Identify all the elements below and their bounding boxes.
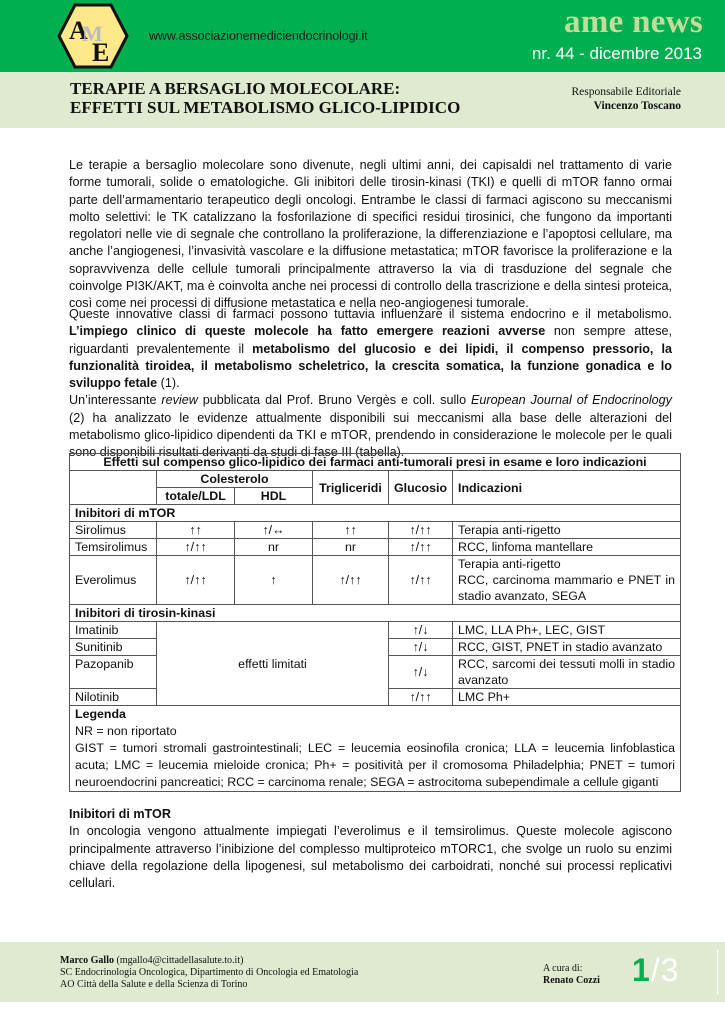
cell-effects-limited: effetti limitati <box>157 622 389 706</box>
logo-letter-m: M <box>82 21 103 46</box>
header-trigliceridi: Trigliceridi <box>313 471 389 505</box>
p3-italic-b: European Journal of Endocrinology <box>471 393 672 408</box>
cell-indicazioni: RCC, sarcomi dei tessuti molli in stadio avanzato <box>453 656 681 689</box>
section-mtor <box>69 806 672 892</box>
header-empty <box>70 471 157 505</box>
legend-row <box>70 706 681 792</box>
author-email[interactable]: (mgallo4@cittadellasalute.to.it) <box>116 955 244 966</box>
intro-paragraph-3 <box>69 392 672 461</box>
header-totale-ldl: totale/LDL <box>157 488 235 505</box>
cell-trigliceridi: nr <box>313 539 389 556</box>
table-legend <box>70 706 681 792</box>
cell-indicazioni: RCC, GIST, PNET in stadio avanzato <box>453 639 681 656</box>
drug-name: Everolimus <box>70 556 157 605</box>
cell-indicazioni: Terapia anti-rigetto <box>453 522 681 539</box>
cell-glucosio: ↑/↓ <box>389 656 453 689</box>
p2-bold-a: L’impiego clinico di queste molecole ha fatto emergere reazioni avverse <box>69 324 546 339</box>
group-label-tki: Inibitori di tirosin-kinasi <box>70 605 681 622</box>
site-url-link[interactable]: www.associazionemediciendocrinologi.it <box>149 29 368 43</box>
article-title-line1: TERAPIE A BERSAGLIO MOLECOLARE: <box>70 79 401 98</box>
indication-line: Terapia anti-rigetto <box>458 557 561 571</box>
section-heading: Inibitori di mTOR <box>69 807 171 821</box>
drug-name: Nilotinib <box>70 689 157 706</box>
author-department: SC Endocrinologia Oncologica, Dipartimento di Oncologia ed Ematologia <box>60 967 359 978</box>
curator-label: A cura di: <box>543 963 583 974</box>
footer-author <box>60 955 358 991</box>
table-caption-row <box>70 454 681 471</box>
header-hdl: HDL <box>235 488 313 505</box>
header-indicazioni: Indicazioni <box>453 471 681 505</box>
p2-text-c: (1). <box>157 376 180 391</box>
drug-name: Imatinib <box>70 622 157 639</box>
legend-title: Legenda <box>75 707 126 721</box>
p2-text-a: Queste innovative classi di farmaci possono tuttavia influenzare il sistema endocrino e il metabolismo. <box>69 307 672 321</box>
intro-text <box>69 157 672 313</box>
drug-name: Sirolimus <box>70 522 157 539</box>
cell-hdl: ↑ <box>235 556 313 605</box>
p3-text-c: (2) ha analizzato le evidenze attualmente disponibili sui meccanismi alla base delle alterazioni del metabolismo glico-lipidico dipendenti da TKI e mTOR, prendendo in considerazione le molecole per le quali sono disponibili risultati derivanti da studi di fase III (tabella). <box>69 410 672 460</box>
p3-italic-a: review <box>161 393 198 408</box>
editor-credit <box>571 85 681 113</box>
footer-curator <box>543 963 600 987</box>
p2-bold-b: metabolismo del glucosio e dei lipidi, il compenso pressorio, la funzionalità tiroidea, il metabolismo scheletrico, la crescita somatica, la funzione gonadica e lo sviluppo fetale <box>69 341 673 391</box>
cell-trigliceridi: ↑↑ <box>313 522 389 539</box>
editor-label: Responsabile Editoriale <box>571 86 681 98</box>
drug-name: Sunitinib <box>70 639 157 656</box>
article-title-line2: EFFETTI SUL METABOLISMO GLICO-LIPIDICO <box>70 98 461 117</box>
p3-text-a: Un’interessante <box>69 393 162 408</box>
legend-nr: NR = non riportato <box>75 724 177 738</box>
cell-ldl: ↑↑ <box>157 522 235 539</box>
effects-table <box>69 453 681 792</box>
table-caption: Effetti sul compenso glico-lipidico dei farmaci anti-tumorali presi in esame e loro indicazioni <box>70 454 681 471</box>
cell-indicazioni: RCC, linfoma mantellare <box>453 539 681 556</box>
cell-hdl: ↑/↔ <box>235 522 313 539</box>
cell-trigliceridi: ↑/↑↑ <box>313 556 389 605</box>
curator-name: Renato Cozzi <box>543 975 600 986</box>
cell-glucosio: ↑/↓ <box>389 639 453 656</box>
footer-divider <box>717 950 718 994</box>
group-row-tki <box>70 605 681 622</box>
cell-hdl: nr <box>235 539 313 556</box>
group-row-mtor <box>70 505 681 522</box>
table-row <box>70 622 681 639</box>
cell-glucosio: ↑/↓ <box>389 622 453 639</box>
author-organization: AO Città della Salute e della Scienza di Torino <box>60 979 248 990</box>
legend-abbreviations: GIST = tumori stromali gastrointestinali; LEC = leucemia eosinofila cronica; LLA = leucemia linfoblastica acuta; LMC = leucemia mieloide cronica; Ph+ = positività per il cromosoma Philadelphia; PNET = tumori neuroendocrini pancreatici; RCC = carcinoma renale; SEGA = astrocitoma subependimale a cellule giganti <box>75 741 675 789</box>
editor-name: Vincenzo Toscano <box>593 100 681 112</box>
article-title <box>70 79 460 117</box>
brand-title: ame news <box>564 4 703 40</box>
indication-line: RCC, carcinoma mammario e PNET in stadio avanzato, SEGA <box>458 573 675 603</box>
header-glucosio: Glucosio <box>389 471 453 505</box>
p3-text-b: pubblicata dal Prof. Bruno Vergès e coll. sullo <box>197 393 471 408</box>
cell-glucosio: ↑/↑↑ <box>389 556 453 605</box>
intro-paragraph-2 <box>69 306 672 392</box>
intro-paragraph-1: Le terapie a bersaglio molecolare sono divenute, negli ultimi anni, dei capisaldi nel trattamento di varie forme tumorali, solide o ematologiche. Gli inibitori delle tirosin-kinasi (TKI) e quelli di mTOR fanno ormai parte dell’armamentario terapeutico degli oncologi. Entrambe le classi di farmaci agiscono su meccanismi molto selettivi: le TK catalizzano la fosforilazione di specifici residui tirosinici, che fungono da importanti regolatori nelle vie di segnale che controllano la proliferazione, la differenziazione e l’apoptosi cellulare, ma anche l’angiogenesi, l’invasività vascolare e la diffusione metastatica; mTOR favorisce la proliferazione e la sopravvivenza delle cellule tumorali principalmente attraverso la via di trasduzione del segnale che coinvolge PI3K/AKT, ma è coinvolta anche nei processi di controllo della trascrizione e della sintesi proteica, così come nei processi di diffusione metastatica e nella neo-angiogenesi tumorale. <box>69 158 672 311</box>
table-row <box>70 539 681 556</box>
author-name: Marco Gallo <box>60 955 114 966</box>
cell-glucosio: ↑/↑↑ <box>389 539 453 556</box>
table-row <box>70 522 681 539</box>
ame-logo <box>57 3 129 69</box>
intro-text-2 <box>69 306 672 462</box>
drug-name: Temsirolimus <box>70 539 157 556</box>
logo-letter-a: A <box>69 16 88 45</box>
cell-indicazioni: LMC Ph+ <box>453 689 681 706</box>
p2-text-b: non sempre attese, riguardanti prevalentemente il <box>69 324 672 356</box>
cell-glucosio: ↑/↑↑ <box>389 522 453 539</box>
table-header-row-1 <box>70 471 681 488</box>
drug-name: Pazopanib <box>70 656 157 689</box>
section-paragraph: In oncologia vengono attualmente impiegati l’everolimus e il temsirolimus. Queste molecole agiscono principalmente attraverso l’inibizione del complesso multiproteico mTORC1, che svolge un ruolo su enzimi chiave della regolazione della lipogenesi, sul metabolismo dei carboidrati, nonché sui processi replicativi cellulari. <box>69 824 672 891</box>
table-row <box>70 556 681 605</box>
issue-label: nr. 44 - dicembre 2013 <box>531 44 702 63</box>
header-colesterolo: Colesterolo <box>157 471 313 488</box>
logo-letter-e: E <box>92 38 110 67</box>
page-total: /3 <box>650 952 680 988</box>
page-current: 1 <box>632 952 651 988</box>
group-label-mtor: Inibitori di mTOR <box>70 505 681 522</box>
page-indicator <box>632 952 679 989</box>
cell-ldl: ↑/↑↑ <box>157 556 235 605</box>
cell-indicazioni <box>453 556 681 605</box>
cell-indicazioni: LMC, LLA Ph+, LEC, GIST <box>453 622 681 639</box>
cell-glucosio: ↑/↑↑ <box>389 689 453 706</box>
cell-ldl: ↑/↑↑ <box>157 539 235 556</box>
